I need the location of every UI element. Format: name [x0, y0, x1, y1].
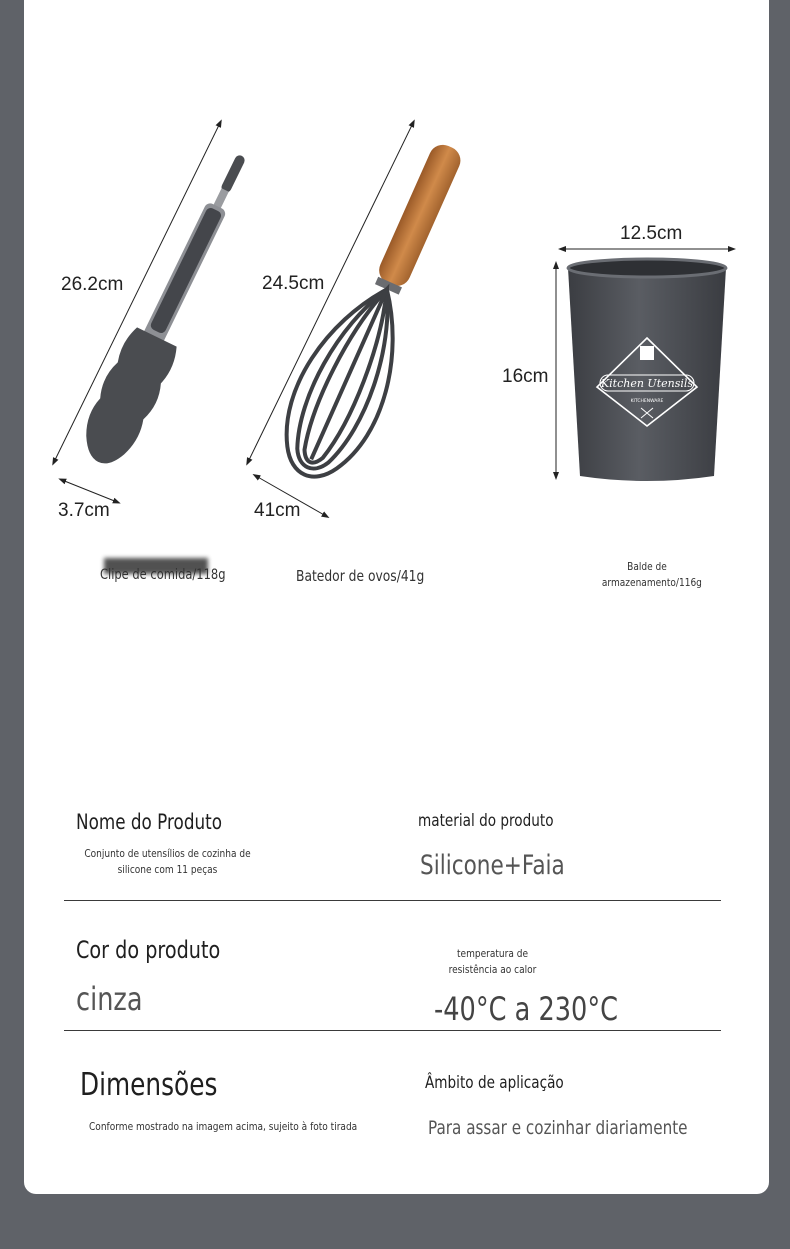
tongs-length-label: 26.2cm — [61, 274, 124, 295]
bucket-width-label: 12.5cm — [620, 223, 683, 244]
whisk-caption: Batedor de ovos/41g — [296, 567, 425, 585]
bucket-label-title: Kitchen Utensils — [600, 377, 694, 390]
bucket-label-sub: KITCHENWARE — [630, 399, 664, 404]
bucket-height-label: 16cm — [502, 366, 549, 387]
material-label: material do produto — [418, 811, 554, 831]
color-label: Cor do produto — [76, 936, 221, 964]
color-value: cinza — [76, 980, 143, 1018]
whisk-length-label: 24.5cm — [262, 273, 325, 294]
tongs-caption: Clipe de comida/118g — [100, 567, 226, 583]
temp-value: -40°C a 230°C — [434, 990, 618, 1028]
bucket-caption: Balde de armazenamento/116g — [601, 560, 702, 589]
tongs-image — [54, 123, 270, 502]
product-name-value: Conjunto de utensílios de cozinha de silicone com 11 peças — [84, 847, 251, 876]
product-illustrations — [0, 0, 790, 620]
dimensions-label: Dimensões — [80, 1067, 218, 1103]
divider-1 — [64, 900, 721, 901]
divider-2 — [64, 1030, 721, 1031]
temp-label: temperatura de resistência ao calor — [448, 947, 537, 976]
whisk-width-label: 41cm — [254, 500, 301, 521]
scope-label: Âmbito de aplicação — [425, 1073, 564, 1093]
tongs-width-label: 3.7cm — [58, 500, 110, 521]
bucket-image — [556, 249, 732, 481]
dimensions-value: Conforme mostrado na imagem acima, sujeito à foto tirada — [89, 1120, 358, 1133]
whisk-image — [248, 123, 489, 516]
product-name-label: Nome do Produto — [76, 810, 222, 834]
material-value: Silicone+Faia — [420, 850, 565, 881]
scope-value: Para assar e cozinhar diariamente — [428, 1117, 688, 1139]
